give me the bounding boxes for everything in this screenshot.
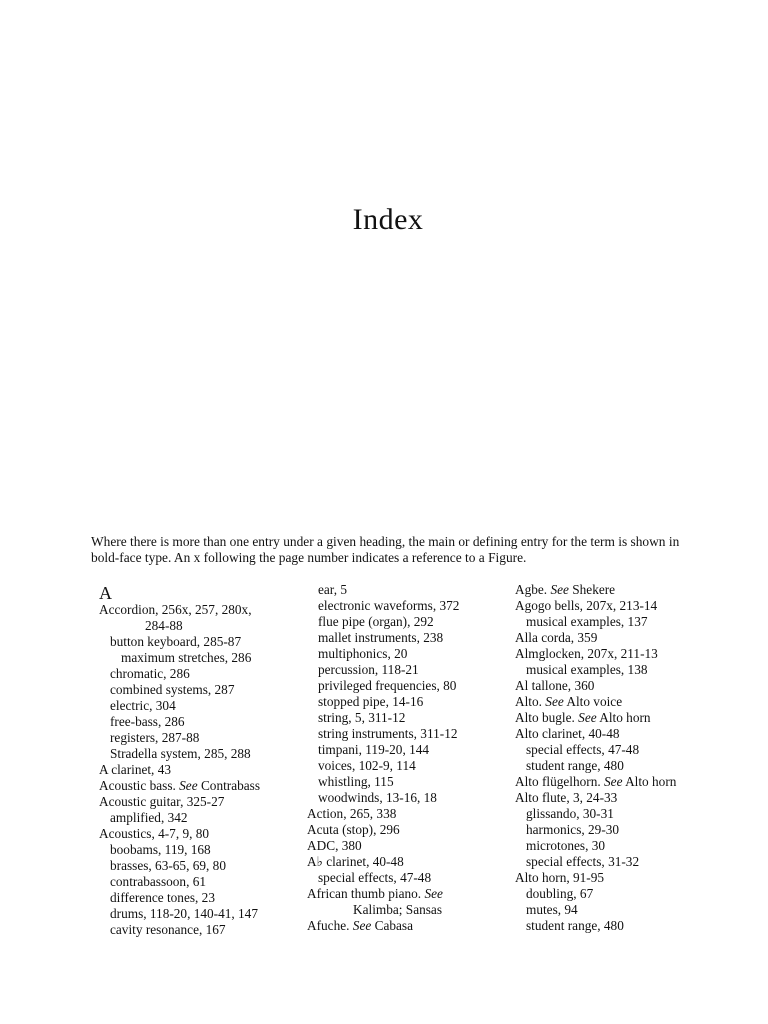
- index-column-3: [515, 582, 676, 934]
- entry-text: Agogo bells, 207x, 213-14: [515, 598, 658, 613]
- see-reference-label: See: [424, 886, 443, 901]
- page-title: Index: [352, 203, 424, 237]
- index-subentry: [307, 774, 459, 790]
- index-entry-continuation: [99, 618, 260, 634]
- index-subentry: [307, 790, 459, 806]
- entry-text: drums, 118-20, 140-41, 147: [110, 906, 258, 921]
- cross-reference-target: Alto voice: [566, 694, 623, 709]
- entry-text: Accordion, 256x, 257, 280x,: [99, 602, 252, 617]
- entry-text: flue pipe (organ), 292: [318, 614, 434, 629]
- index-subentry: [99, 906, 260, 922]
- index-subentry: [99, 714, 260, 730]
- entry-text: mallet instruments, 238: [318, 630, 444, 645]
- see-reference-label: See: [604, 774, 623, 789]
- index-entry: [515, 790, 676, 806]
- index-intro-note: Where there is more than one entry under a given heading, the main or defining entry for the term is shown in bold-face type. An x following the page number indicates a reference to a Figure.: [91, 534, 680, 565]
- index-subentry: [307, 646, 459, 662]
- entry-text: Acuta (stop), 296: [307, 822, 400, 837]
- entry-text: Alto clarinet, 40-48: [515, 726, 620, 741]
- entry-text: timpani, 119-20, 144: [318, 742, 430, 757]
- index-subentry: [515, 918, 676, 934]
- index-subentry: [99, 650, 260, 666]
- index-entry: [515, 582, 676, 598]
- entry-text: Afuche.: [307, 918, 350, 933]
- entry-text: electronic waveforms, 372: [318, 598, 460, 613]
- entry-text: button keyboard, 285-87: [110, 634, 242, 649]
- index-subentry: [307, 742, 459, 758]
- entry-text: ear, 5: [318, 582, 347, 597]
- index-entry: [515, 870, 676, 886]
- index-subentry: [515, 742, 676, 758]
- entry-text: whistling, 115: [318, 774, 394, 789]
- entry-text: brasses, 63-65, 69, 80: [110, 858, 226, 873]
- index-subentry: [307, 678, 459, 694]
- see-reference-label: See: [352, 918, 372, 933]
- entry-text: string, 5, 311-12: [318, 710, 406, 725]
- entry-text: student range, 480: [526, 918, 624, 933]
- entry-text: contrabassoon, 61: [110, 874, 207, 889]
- entry-text: special effects, 47-48: [526, 742, 640, 757]
- entry-text: mutes, 94: [526, 902, 578, 917]
- index-entry: [99, 778, 260, 794]
- index-subentry: [307, 662, 459, 678]
- index-subentry: [307, 614, 459, 630]
- entry-text: A♭ clarinet, 40-48: [307, 854, 404, 869]
- entry-text: free-bass, 286: [110, 714, 185, 729]
- index-subentry: [99, 874, 260, 890]
- see-reference-label: See: [578, 710, 597, 725]
- entry-text: maximum stretches, 286: [121, 650, 252, 665]
- index-subentry: [307, 694, 459, 710]
- see-reference-label: See: [545, 694, 564, 709]
- entry-text: string instruments, 311-12: [318, 726, 458, 741]
- entry-text: musical examples, 137: [526, 614, 648, 629]
- cross-reference-target: Alto horn: [625, 774, 677, 789]
- entry-text: voices, 102-9, 114: [318, 758, 416, 773]
- index-entry: [307, 822, 459, 838]
- index-subentry: [515, 758, 676, 774]
- index-subentry: [99, 842, 260, 858]
- entry-text: difference tones, 23: [110, 890, 215, 905]
- entry-text: student range, 480: [526, 758, 624, 773]
- index-entry: [515, 726, 676, 742]
- index-subentry: [515, 838, 676, 854]
- index-subentry: [99, 890, 260, 906]
- entry-text: 284-88: [145, 618, 183, 633]
- entry-text: Alto flute, 3, 24-33: [515, 790, 618, 805]
- index-subentry: [515, 854, 676, 870]
- entry-text: registers, 287-88: [110, 730, 200, 745]
- entry-text: woodwinds, 13-16, 18: [318, 790, 437, 805]
- entry-text: chromatic, 286: [110, 666, 190, 681]
- index-subentry: [515, 614, 676, 630]
- index-entry: [307, 838, 459, 854]
- index-entry: [99, 762, 260, 778]
- index-subentry: [515, 662, 676, 678]
- index-subentry: [307, 582, 459, 598]
- index-subentry: [307, 758, 459, 774]
- index-column-1: [99, 582, 260, 938]
- index-subentry: [99, 810, 260, 826]
- cross-reference-target: Shekere: [572, 582, 616, 597]
- index-subentry: [515, 806, 676, 822]
- index-entry: [307, 854, 459, 870]
- index-subentry: [307, 598, 459, 614]
- entry-text: Agbe.: [515, 582, 548, 597]
- index-entry: [515, 630, 676, 646]
- entry-text: Acoustic bass.: [99, 778, 176, 793]
- entry-text: African thumb piano.: [307, 886, 422, 901]
- entry-text: harmonics, 29-30: [526, 822, 620, 837]
- entry-text: percussion, 118-21: [318, 662, 419, 677]
- entry-text: Stradella system, 285, 288: [110, 746, 251, 761]
- entry-text: doubling, 67: [526, 886, 594, 901]
- cross-reference-target: Contrabass: [200, 778, 261, 793]
- index-subentry: [307, 710, 459, 726]
- entry-text: special effects, 31-32: [526, 854, 640, 869]
- see-reference-label: See: [179, 778, 198, 793]
- index-subentry: [99, 858, 260, 874]
- index-subentry: [99, 634, 260, 650]
- index-subentry: [307, 726, 459, 742]
- entry-text: musical examples, 138: [526, 662, 648, 677]
- entry-text: amplified, 342: [110, 810, 188, 825]
- entry-text: special effects, 47-48: [318, 870, 432, 885]
- entry-text: Acoustics, 4-7, 9, 80: [99, 826, 210, 841]
- entry-text: boobams, 119, 168: [110, 842, 211, 857]
- index-subentry: [99, 730, 260, 746]
- section-letter: A: [99, 583, 112, 603]
- index-entry: [99, 826, 260, 842]
- entry-text: microtones, 30: [526, 838, 606, 853]
- entry-text: Alto bugle.: [515, 710, 575, 725]
- index-subentry: [307, 630, 459, 646]
- index-column-2: [307, 582, 459, 934]
- entry-text: Kalimba; Sansas: [353, 902, 443, 917]
- entry-text: Action, 265, 338: [307, 806, 397, 821]
- index-subentry: [99, 746, 260, 762]
- index-entry: [307, 806, 459, 822]
- index-entry: [515, 774, 676, 790]
- index-subentry: [515, 886, 676, 902]
- entry-text: Al tallone, 360: [515, 678, 595, 693]
- index-entry: [307, 918, 459, 934]
- entry-text: combined systems, 287: [110, 682, 235, 697]
- index-subentry: [307, 870, 459, 886]
- entry-text: Alla corda, 359: [515, 630, 598, 645]
- index-entry: [515, 694, 676, 710]
- index-entry: [515, 678, 676, 694]
- entry-text: privileged frequencies, 80: [318, 678, 457, 693]
- index-subentry: [99, 682, 260, 698]
- index-entry: [515, 710, 676, 726]
- cross-reference-target: Cabasa: [374, 918, 413, 933]
- see-reference-label: See: [550, 582, 569, 597]
- index-entry-continuation: [307, 902, 459, 918]
- entry-text: Acoustic guitar, 325-27: [99, 794, 225, 809]
- entry-text: cavity resonance, 167: [110, 922, 226, 937]
- entry-text: Almglocken, 207x, 211-13: [515, 646, 658, 661]
- entry-text: multiphonics, 20: [318, 646, 408, 661]
- index-entry: [99, 602, 260, 618]
- entry-text: stopped pipe, 14-16: [318, 694, 424, 709]
- entry-text: electric, 304: [110, 698, 176, 713]
- index-subentry: [515, 902, 676, 918]
- index-entry: [515, 646, 676, 662]
- index-entry: [99, 794, 260, 810]
- entry-text: Alto flügelhorn.: [515, 774, 601, 789]
- entry-text: Alto horn, 91-95: [515, 870, 605, 885]
- index-entry: [515, 598, 676, 614]
- index-subentry: [99, 698, 260, 714]
- index-subentry: [99, 666, 260, 682]
- entry-text: Alto.: [515, 694, 542, 709]
- entry-text: ADC, 380: [307, 838, 362, 853]
- entry-text: glissando, 30-31: [526, 806, 614, 821]
- index-subentry: [515, 822, 676, 838]
- index-entry: [307, 886, 459, 902]
- cross-reference-target: Alto horn: [599, 710, 651, 725]
- entry-text: A clarinet, 43: [99, 762, 172, 777]
- index-subentry: [99, 922, 260, 938]
